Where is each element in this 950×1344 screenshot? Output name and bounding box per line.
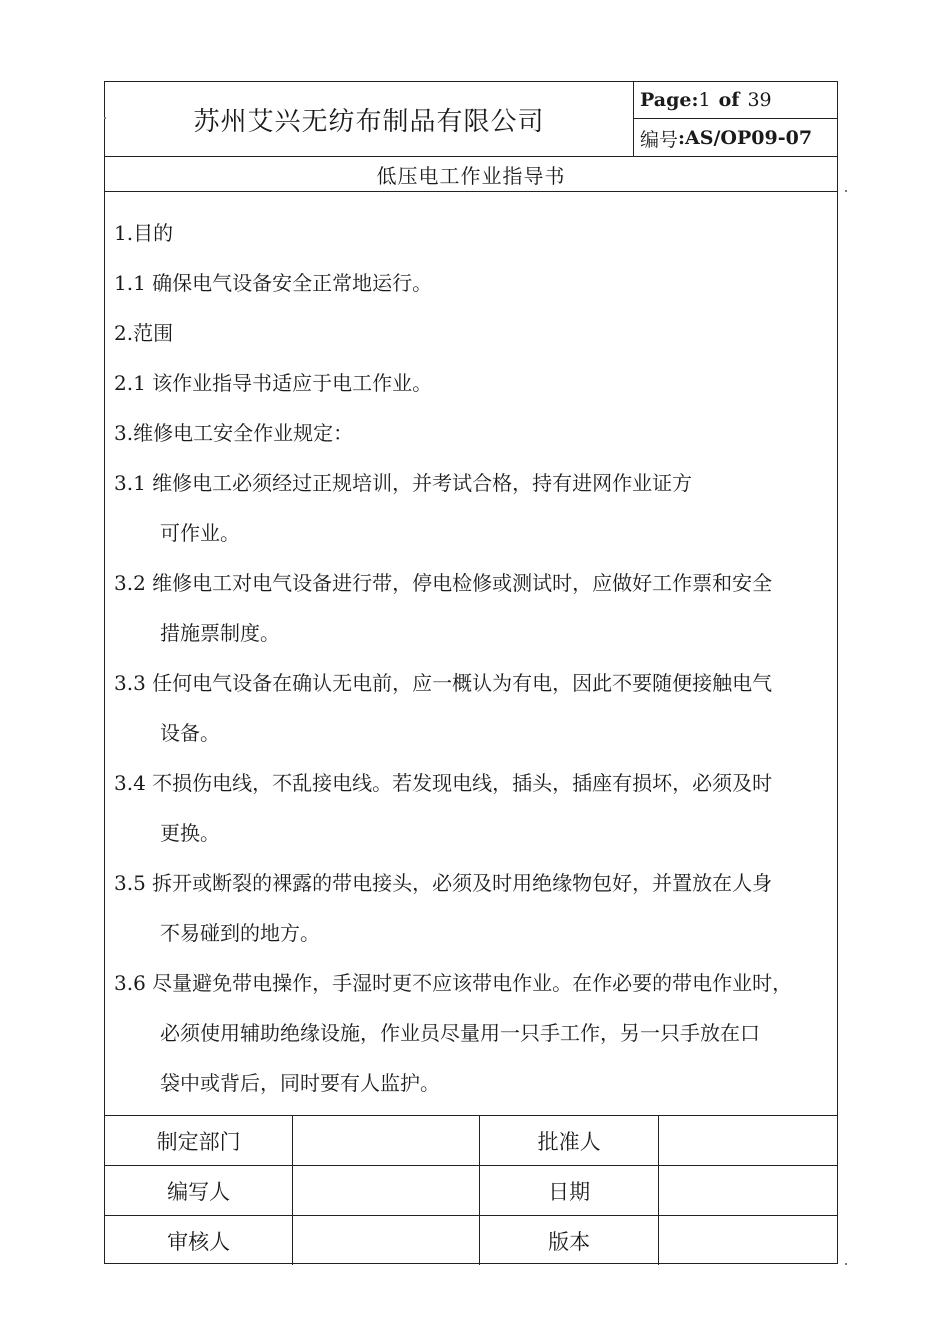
paragraph-continuation: 不易碰到的地方。 — [160, 921, 320, 945]
document-code — [634, 120, 837, 156]
paragraph-continuation: 袋中或背后，同时要有人监护。 — [160, 1071, 440, 1095]
code-value: :AS/OP09-07 — [678, 127, 813, 149]
dept-field[interactable] — [293, 1116, 480, 1166]
date-label: 日期 — [480, 1166, 658, 1216]
paragraph-line: 3.1 维修电工必须经过正规培训，并考试合格，持有进网作业证方 — [114, 471, 693, 495]
margin-mark — [845, 1263, 847, 1265]
margin-mark — [845, 190, 847, 192]
section-heading: 3.维修电工安全作业规定： — [114, 421, 354, 445]
margin-mark — [104, 117, 106, 119]
page-total: 39 — [747, 89, 772, 111]
page-label: Page: — [640, 89, 699, 111]
table-row — [105, 1166, 837, 1216]
section-heading: 1.目的 — [114, 221, 174, 245]
paragraph-continuation: 措施票制度。 — [160, 621, 280, 645]
paragraph-line: 1.1 确保电气设备安全正常地运行。 — [114, 271, 433, 295]
paragraph-continuation: 必须使用辅助绝缘设施，作业员尽量用一只手工作，另一只手放在口 — [160, 1021, 760, 1045]
reviewer-field[interactable] — [293, 1216, 480, 1266]
paragraph-continuation: 设备。 — [160, 721, 220, 745]
approver-field[interactable] — [658, 1116, 837, 1166]
paragraph-continuation: 更换。 — [160, 821, 220, 845]
version-field[interactable] — [658, 1216, 837, 1266]
section-heading: 2.范围 — [114, 321, 174, 345]
paragraph-line: 3.3 任何电气设备在确认无电前，应一概认为有电，因此不要随便接触电气 — [114, 671, 773, 695]
paragraph-line: 2.1 该作业指导书适应于电工作业。 — [114, 371, 433, 395]
paragraph-continuation: 可作业。 — [160, 521, 240, 545]
table-row — [105, 1116, 837, 1166]
company-name: 苏州艾兴无纺布制品有限公司 — [105, 82, 634, 156]
table-row — [105, 1216, 837, 1266]
writer-label: 编写人 — [105, 1166, 293, 1216]
date-field[interactable] — [658, 1166, 837, 1216]
approver-label: 批准人 — [480, 1116, 658, 1166]
paragraph-line: 3.4 不损伤电线，不乱接电线。若发现电线，插头，插座有损坏，必须及时 — [114, 771, 773, 795]
version-label: 版本 — [480, 1216, 658, 1266]
writer-field[interactable] — [293, 1166, 480, 1216]
paragraph-line: 3.2 维修电工对电气设备进行带，停电检修或测试时，应做好工作票和安全 — [114, 571, 773, 595]
approval-table — [105, 1115, 837, 1265]
paragraph-line: 3.5 拆开或断裂的裸露的带电接头，必须及时用绝缘物包好，并置放在人身 — [114, 871, 773, 895]
code-label: 编号 — [640, 128, 679, 151]
document-title: 低压电工作业指导书 — [105, 157, 837, 192]
page-indicator — [634, 82, 837, 119]
paragraph-line: 3.6 尽量避免带电操作，手湿时更不应该带电作业。在作必要的带电作业时， — [114, 971, 793, 995]
document-body — [114, 208, 836, 1108]
page-current: 1 — [698, 89, 711, 111]
page-of: of — [718, 89, 740, 111]
reviewer-label: 审核人 — [105, 1216, 293, 1266]
document-header — [105, 82, 837, 157]
document-frame — [104, 81, 838, 1264]
dept-label: 制定部门 — [105, 1116, 293, 1166]
